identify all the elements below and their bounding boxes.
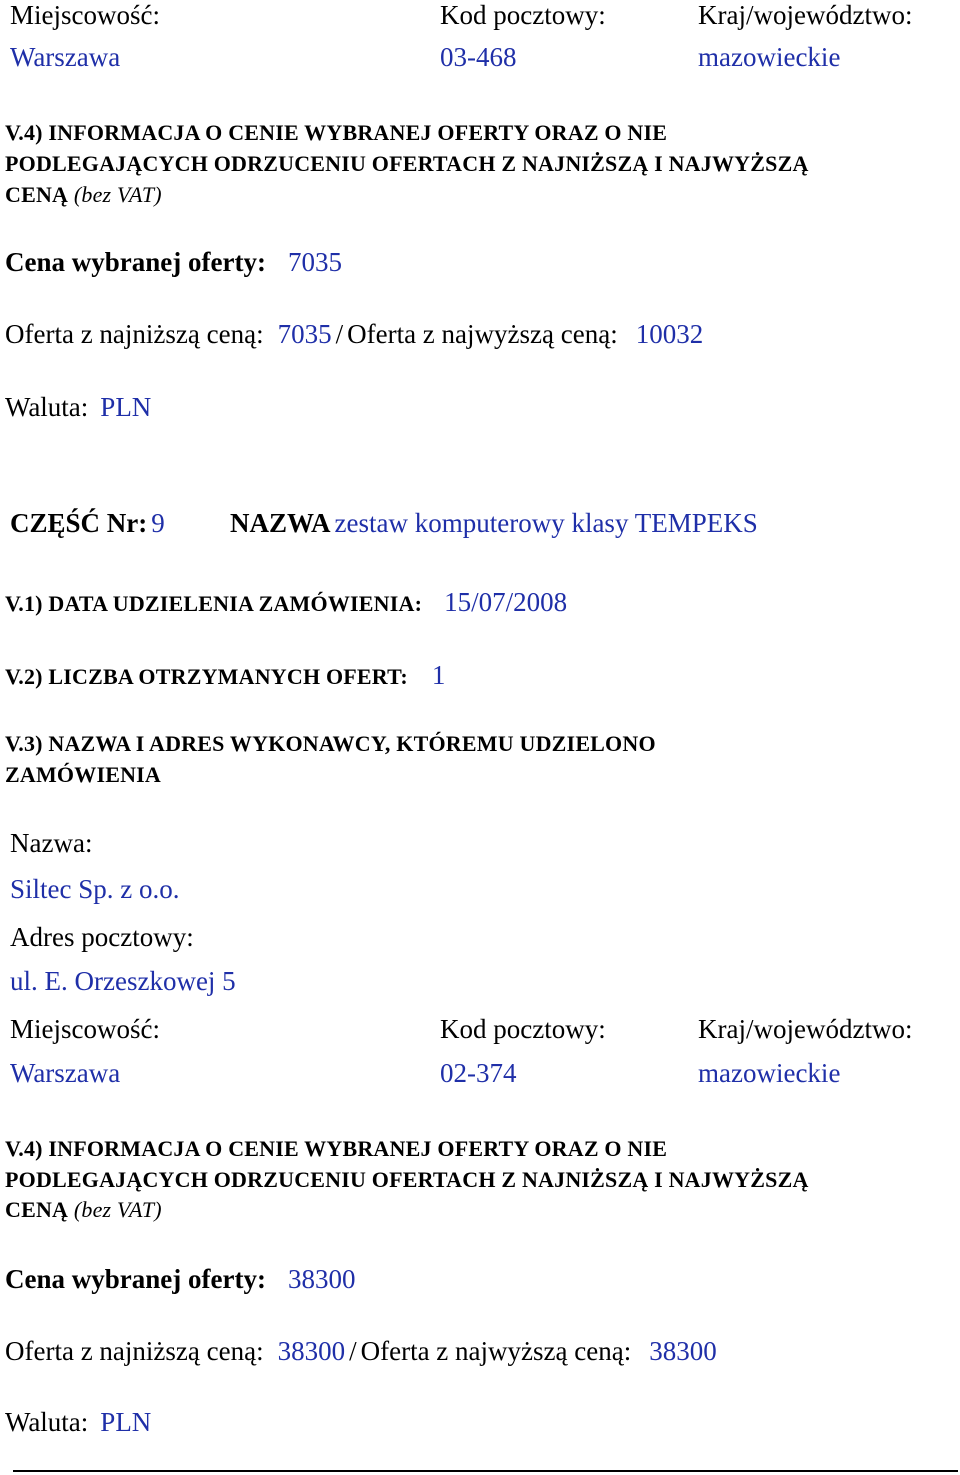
zip-label-2: Kod pocztowy: (440, 1014, 606, 1044)
award-date-value: 15/07/2008 (444, 587, 568, 617)
currency-row-2 (5, 1407, 151, 1438)
region-value-2: mazowieckie (698, 1058, 841, 1088)
selected-price-value-2: 38300 (287, 1264, 356, 1294)
section-v4-heading-line1: V.4) INFORMACJA O CENIE WYBRANEJ OFERTY ORAZ O NIE (5, 120, 668, 145)
part-number-row (10, 508, 165, 539)
award-date-row (5, 587, 567, 618)
city-value: Warszawa (10, 42, 121, 72)
section-v4-heading-2-line2: PODLEGAJĄCYCH ODRZUCENIU OFERTACH Z NAJNIŻSZĄ I NAJWYŻSZĄ (5, 1167, 809, 1192)
currency-label: Waluta: (5, 392, 89, 422)
zip-value-2: 02-374 (440, 1058, 517, 1088)
region-value: mazowieckie (698, 42, 841, 72)
part-name-value: zestaw komputerowy klasy TEMPEKS (334, 508, 758, 538)
currency-value-2: PLN (100, 1407, 152, 1437)
part-number-label: CZĘŚĆ Nr: (10, 508, 148, 538)
city-label-2: Miejscowość: (10, 1014, 160, 1044)
selected-price-row-2 (5, 1264, 355, 1295)
zip-label: Kod pocztowy: (440, 0, 606, 30)
highest-price-label: Oferta z najwyższą ceną: (347, 319, 618, 349)
lowest-price-label-2: Oferta z najniższą ceną: (5, 1336, 264, 1366)
price-separator-2: / (349, 1336, 357, 1366)
selected-price-value: 7035 (287, 247, 342, 277)
selected-price-label: Cena wybranej oferty: (5, 247, 266, 277)
lowest-price-value-2: 38300 (277, 1336, 346, 1366)
section-v4-heading-2-line3 (5, 1197, 162, 1223)
part-number-value: 9 (151, 508, 165, 538)
offers-count-value: 1 (431, 660, 446, 690)
lowest-price-value: 7035 (277, 319, 332, 349)
price-separator: / (335, 319, 344, 349)
contractor-name-label: Nazwa: (10, 828, 93, 858)
section-v4-heading-2-line1: V.4) INFORMACJA O CENIE WYBRANEJ OFERTY ORAZ O NIE (5, 1136, 668, 1161)
vat-note-2: (bez VAT) (73, 1197, 162, 1222)
offers-count-row (5, 660, 445, 691)
postal-address-value: ul. E. Orzeszkowej 5 (10, 966, 236, 996)
part-name-row (230, 508, 758, 539)
section-divider (13, 1470, 958, 1472)
section-v4-heading-line2: PODLEGAJĄCYCH ODRZUCENIU OFERTACH Z NAJNIŻSZĄ I NAJWYŻSZĄ (5, 151, 809, 176)
region-label-2: Kraj/województwo: (698, 1014, 913, 1044)
selected-price-label-2: Cena wybranej oferty: (5, 1264, 266, 1294)
offers-count-label: V.2) LICZBA OTRZYMANYCH OFERT: (5, 664, 408, 689)
highest-price-value: 10032 (635, 319, 704, 349)
region-label: Kraj/województwo: (698, 0, 913, 30)
highest-price-label-2: Oferta z najwyższą ceną: (360, 1336, 632, 1366)
section-v4-heading-text: CENĄ (5, 182, 69, 207)
currency-value: PLN (100, 392, 152, 422)
section-v4-heading-2-text: CENĄ (5, 1197, 69, 1222)
award-date-label: V.1) DATA UDZIELENIA ZAMÓWIENIA: (5, 591, 423, 616)
contractor-name-value: Siltec Sp. z o.o. (10, 874, 180, 904)
city-value-2: Warszawa (10, 1058, 121, 1088)
contractor-heading-line1: V.3) NAZWA I ADRES WYKONAWCY, KTÓREMU UDZIELONO (5, 731, 656, 756)
highest-price-value-2: 38300 (649, 1336, 717, 1366)
currency-row (5, 392, 151, 423)
city-label: Miejscowość: (10, 0, 160, 30)
section-v4-heading-line3 (5, 182, 162, 208)
contractor-heading-line2: ZAMÓWIENIA (5, 762, 162, 787)
currency-label-2: Waluta: (5, 1407, 89, 1437)
selected-price-row (5, 247, 342, 278)
postal-address-label: Adres pocztowy: (10, 922, 194, 952)
part-name-label: NAZWA (230, 508, 331, 538)
price-range-row (5, 319, 703, 350)
vat-note: (bez VAT) (73, 182, 162, 207)
zip-value: 03-468 (440, 42, 517, 72)
lowest-price-label: Oferta z najniższą ceną: (5, 319, 264, 349)
price-range-row-2 (5, 1336, 717, 1367)
